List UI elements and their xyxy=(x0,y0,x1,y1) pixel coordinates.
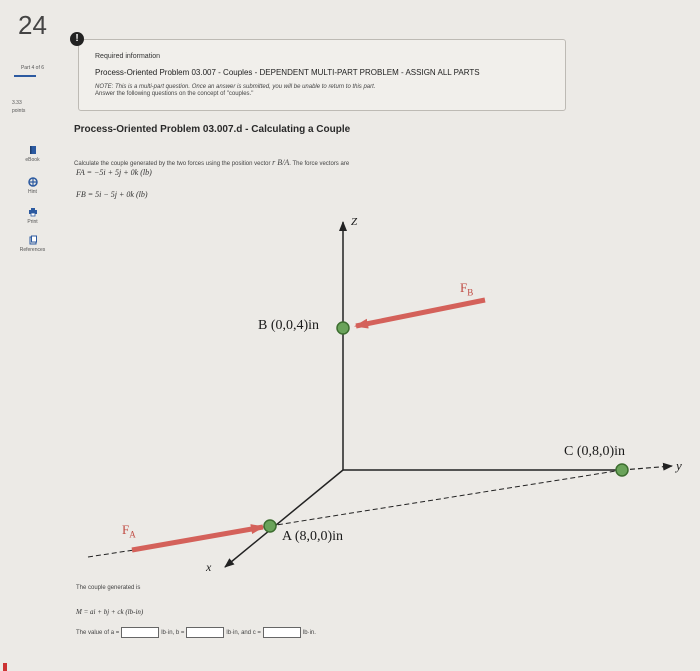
force-a-arrow xyxy=(132,527,263,550)
print-label: Print xyxy=(27,219,38,225)
point-a-marker xyxy=(264,520,276,532)
point-b-marker xyxy=(337,322,349,334)
point-a-label: A (8,0,0)in xyxy=(282,529,344,544)
unit-a-label: lb·in, b = xyxy=(161,629,185,636)
unit-c-label: lb·in. xyxy=(302,629,316,636)
y-axis-label: y xyxy=(676,458,682,473)
point-b-label: B (0,0,4)in xyxy=(258,318,320,333)
alert-icon: ! xyxy=(70,32,84,46)
instructions-text-after: . The force vectors are xyxy=(289,161,350,167)
ebook-label: eBook xyxy=(25,157,40,163)
moment-equation: M = ai + bj + ck (lb-in) xyxy=(76,608,144,616)
answer-row xyxy=(76,627,316,638)
hint-label: Hint xyxy=(28,189,37,195)
line-a-to-c xyxy=(270,470,622,526)
force-b-label-main: F xyxy=(460,280,468,295)
references-label: References xyxy=(19,247,46,253)
info-problem-title: Process-Oriented Problem 03.007 - Couples - DEPENDENT MULTI-PART PROBLEM - ASSIGN ALL PARTS xyxy=(95,68,480,77)
x-axis xyxy=(225,470,343,567)
force-a-label-sub: A xyxy=(129,529,136,540)
force-a-vector: FA = −5i + 5j + 0k (lb) xyxy=(76,168,152,177)
part-indicator: Part 4 of 6 xyxy=(20,65,45,71)
points-value: 3.33 xyxy=(12,100,22,106)
force-b-vector: FB = 5i − 5j + 0k (lb) xyxy=(76,190,148,199)
answer-prefix: The value of a = xyxy=(76,629,120,636)
force-b-arrow xyxy=(356,300,485,326)
a-value-input[interactable] xyxy=(121,627,159,638)
b-value-input[interactable] xyxy=(186,627,224,638)
point-c-label: C (0,8,0)in xyxy=(564,444,626,459)
point-c-marker xyxy=(616,464,628,476)
instructions-text: Calculate the couple generated by the two forces using the position vector xyxy=(74,161,271,167)
points-label: points xyxy=(12,108,26,114)
force-b-label xyxy=(460,280,473,298)
force-a-label xyxy=(122,522,136,540)
x-axis-label: x xyxy=(206,560,212,574)
force-b-label-sub: B xyxy=(467,287,474,298)
z-axis-label: Z xyxy=(351,216,358,228)
info-title: Required information xyxy=(95,53,160,60)
answer-intro: The couple generated is xyxy=(76,585,141,591)
c-value-input[interactable] xyxy=(263,627,301,638)
position-vector-label: r B/A xyxy=(272,158,290,167)
question-number: 24 xyxy=(18,10,47,40)
info-note-line2: Answer the following questions on the concept of "couples." xyxy=(95,91,254,97)
info-note-line1: NOTE: This is a multi-part question. Once an answer is submitted, you will be unable to return to this part. xyxy=(95,84,376,90)
force-a-label-main: F xyxy=(122,522,130,537)
y-axis-extension xyxy=(622,466,672,470)
problem-heading: Process-Oriented Problem 03.007.d - Calculating a Couple xyxy=(74,124,351,135)
unit-b-label: lb·in, and c = xyxy=(226,629,261,636)
